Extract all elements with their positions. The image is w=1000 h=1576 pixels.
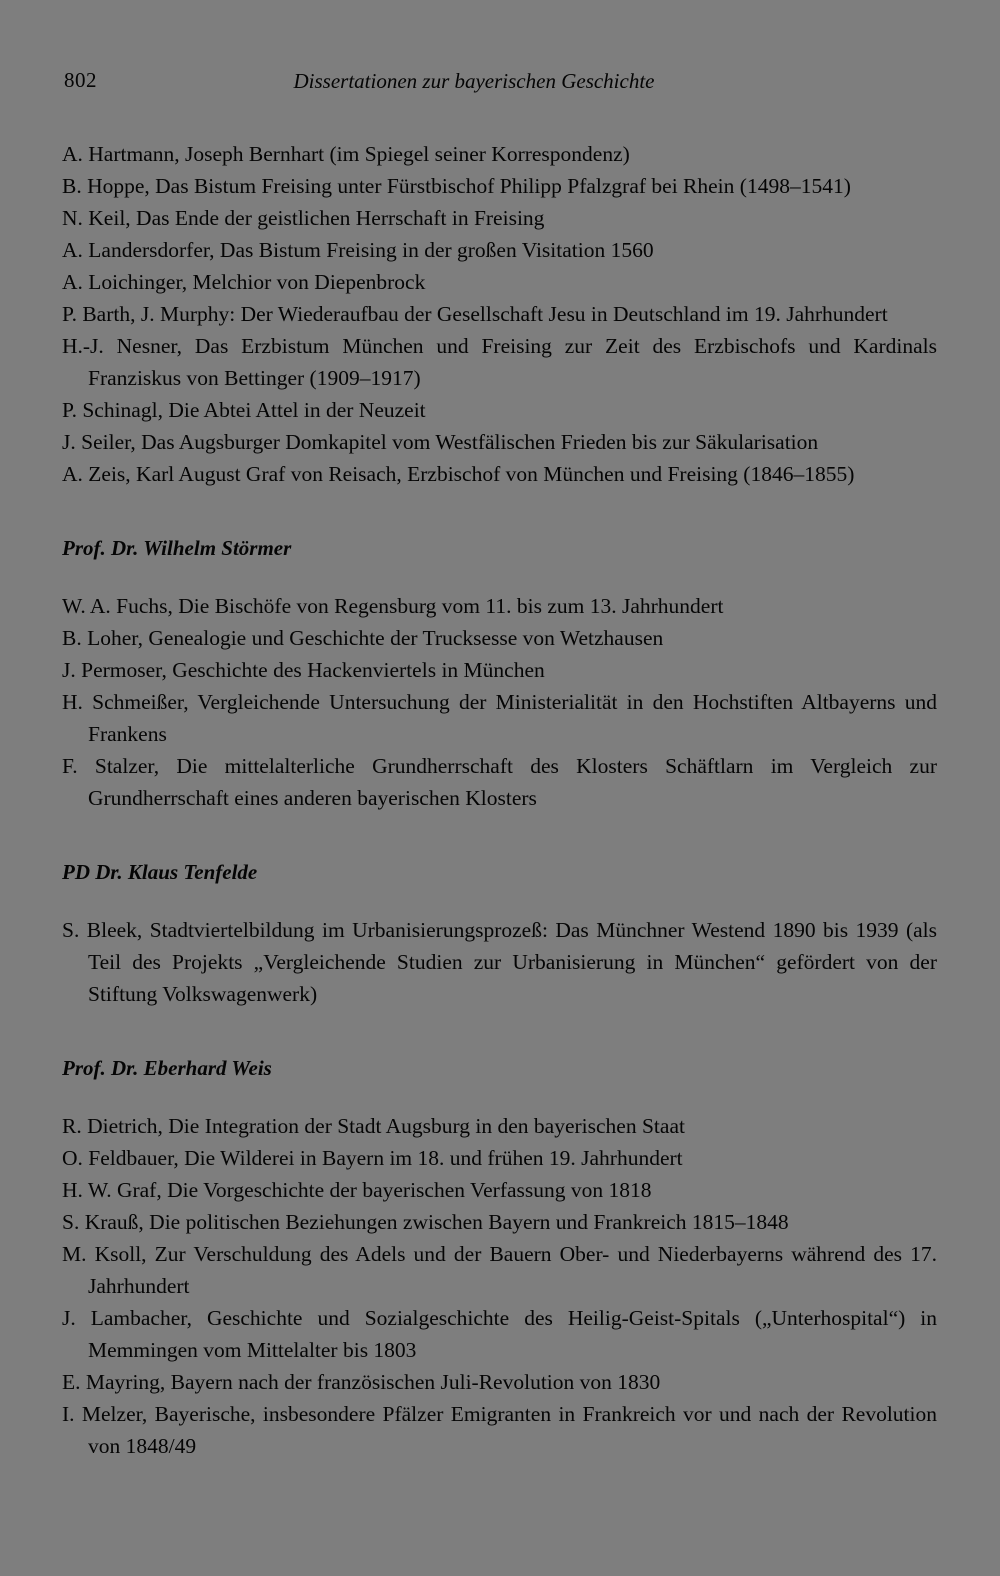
section-tenfelde <box>62 856 937 1010</box>
list-item: B. Loher, Genealogie und Geschichte der Trucksesse von Wetzhausen <box>62 626 664 650</box>
list-item: A. Hartmann, Joseph Bernhart (im Spiegel seiner Korrespondenz) <box>62 142 630 166</box>
page-content <box>62 138 937 1462</box>
section-spacer <box>62 490 937 532</box>
section-heading: Prof. Dr. Eberhard Weis <box>62 1056 272 1080</box>
list-item: H.-J. Nesner, Das Erzbistum München und Freising zur Zeit des Erzbischofs und Kardinals Franziskus von Bettinger (1909–1917) <box>62 334 937 390</box>
list-item: S. Krauß, Die politischen Beziehungen zwischen Bayern und Frankreich 1815–1848 <box>62 1210 789 1234</box>
list-item: P. Schinagl, Die Abtei Attel in der Neuzeit <box>62 398 426 422</box>
running-title: Dissertationen zur bayerischen Geschichte <box>293 69 655 93</box>
page-number: 802 <box>64 68 97 92</box>
section-spacer <box>62 814 937 856</box>
list-item: B. Hoppe, Das Bistum Freising unter Fürstbischof Philipp Pfalzgraf bei Rhein (1498–1541) <box>62 174 851 198</box>
page-header <box>64 68 936 100</box>
list-item: N. Keil, Das Ende der geistlichen Herrschaft in Freising <box>62 206 545 230</box>
list-item: J. Permoser, Geschichte des Hackenviertels in München <box>62 658 545 682</box>
list-item: P. Barth, J. Murphy: Der Wiederaufbau der Gesellschaft Jesu in Deutschland im 19. Jahrhundert <box>62 302 888 326</box>
list-item: I. Melzer, Bayerische, insbesondere Pfälzer Emigranten in Frankreich vor und nach der Revolution von 1848/49 <box>62 1402 937 1458</box>
list-item: H. W. Graf, Die Vorgeschichte der bayerischen Verfassung von 1818 <box>62 1178 652 1202</box>
section-heading: Prof. Dr. Wilhelm Störmer <box>62 536 292 560</box>
section-heading: PD Dr. Klaus Tenfelde <box>62 860 258 884</box>
section-freising <box>62 138 937 490</box>
section-spacer <box>62 1010 937 1052</box>
list-item: A. Landersdorfer, Das Bistum Freising in der großen Visitation 1560 <box>62 238 654 262</box>
list-item: S. Bleek, Stadtviertelbildung im Urbanisierungsprozeß: Das Münchner Westend 1890 bis 1939 (als Teil des Projekts „Vergleichende Studien zur Urbanisierung in München“ gefördert von der Stiftung Volkswagenwerk) <box>62 918 937 1006</box>
list-item: O. Feldbauer, Die Wilderei in Bayern im 18. und frühen 19. Jahrhundert <box>62 1146 683 1170</box>
list-item: W. A. Fuchs, Die Bischöfe von Regensburg vom 11. bis zum 13. Jahrhundert <box>62 594 724 618</box>
section-stoermer <box>62 532 937 814</box>
list-item: J. Seiler, Das Augsburger Domkapitel vom Westfälischen Frieden bis zur Säkularisation <box>62 430 819 454</box>
list-item: F. Stalzer, Die mittelalterliche Grundherrschaft des Klosters Schäftlarn im Vergleich zur Grundherrschaft eines anderen bayerischen Klosters <box>62 754 937 810</box>
list-item: M. Ksoll, Zur Verschuldung des Adels und der Bauern Ober- und Niederbayerns während des 17. Jahrhundert <box>62 1242 937 1298</box>
list-item: A. Loichinger, Melchior von Diepenbrock <box>62 270 426 294</box>
section-weis <box>62 1052 937 1462</box>
list-item: E. Mayring, Bayern nach der französischen Juli-Revolution von 1830 <box>62 1370 661 1394</box>
list-item: R. Dietrich, Die Integration der Stadt Augsburg in den bayerischen Staat <box>62 1114 685 1138</box>
list-item: H. Schmeißer, Vergleichende Untersuchung der Ministerialität in den Hochstiften Altbayerns und Frankens <box>62 690 937 746</box>
list-item: A. Zeis, Karl August Graf von Reisach, Erzbischof von München und Freising (1846–1855) <box>62 462 855 486</box>
list-item: J. Lambacher, Geschichte und Sozialgeschichte des Heilig-Geist-Spitals („Unterhospital“) in Memmingen vom Mittelalter bis 1803 <box>62 1306 937 1362</box>
